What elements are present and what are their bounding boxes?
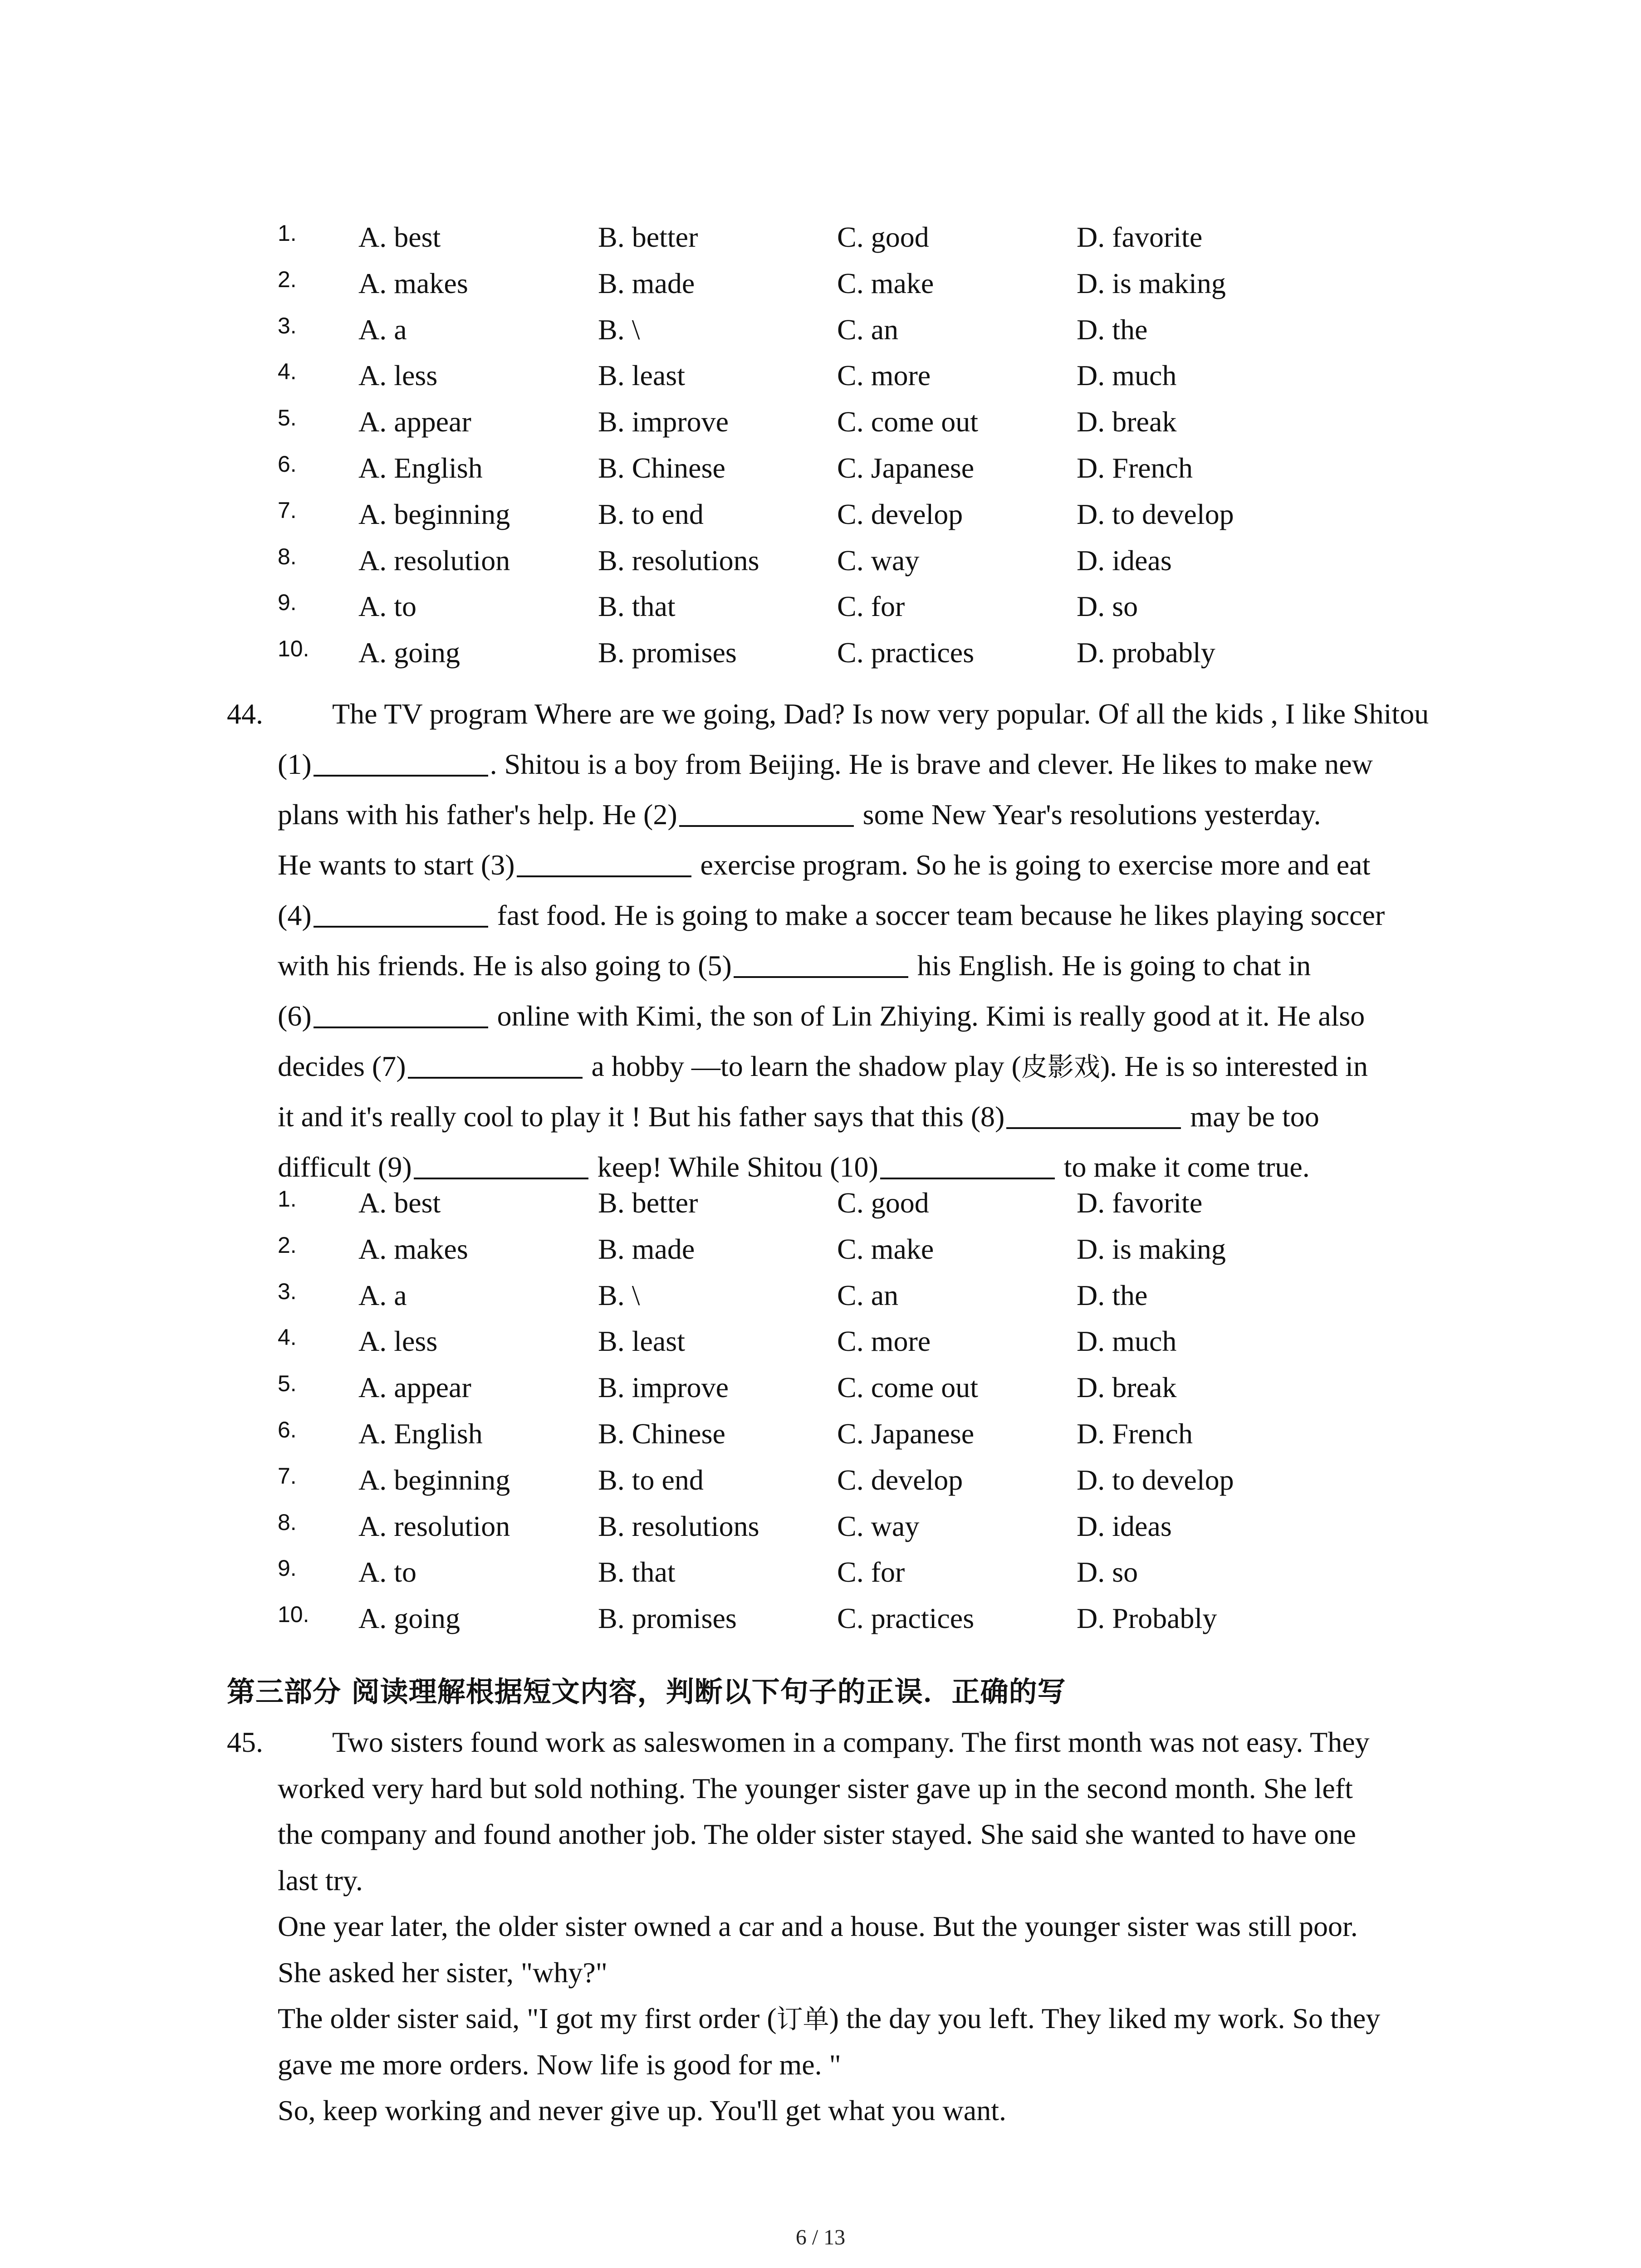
option-a: A. resolution xyxy=(358,1510,510,1542)
option-row xyxy=(0,1595,1641,1642)
passage-line xyxy=(278,689,1484,739)
option-number: 8. xyxy=(278,543,297,569)
answer-blank[interactable] xyxy=(880,1150,1055,1179)
option-d: D. probably xyxy=(1077,636,1215,669)
option-c: C. Japanese xyxy=(837,1417,975,1450)
passage-text: a hobby —to learn the shadow play (皮影戏). He is so interested in xyxy=(584,1050,1368,1082)
option-row xyxy=(0,1226,1641,1272)
option-row xyxy=(0,307,1641,353)
option-d: D. is making xyxy=(1077,267,1226,299)
page-number: 6 / 13 xyxy=(795,2225,846,2249)
option-row xyxy=(0,1549,1641,1595)
option-number: 4. xyxy=(278,1325,297,1350)
option-c: C. come out xyxy=(837,406,979,438)
option-row xyxy=(0,399,1641,445)
passage-line: worked very hard but sold nothing. The younger sister gave up in the second month. She left xyxy=(278,1772,1353,1804)
passage-line xyxy=(278,840,1484,890)
question-44-passage xyxy=(278,689,1484,1192)
passage-line: She asked her sister, "why?" xyxy=(278,1956,607,1989)
option-a: A. appear xyxy=(358,1371,471,1404)
passage-line xyxy=(278,890,1484,940)
option-a: A. beginning xyxy=(358,1463,510,1496)
option-row xyxy=(0,1457,1641,1503)
option-row xyxy=(0,1180,1641,1226)
answer-blank[interactable] xyxy=(517,848,691,877)
option-number: 3. xyxy=(278,1278,297,1304)
option-row xyxy=(0,1364,1641,1411)
option-a: A. makes xyxy=(358,1232,468,1265)
option-c: C. for xyxy=(837,1556,905,1589)
option-c: C. more xyxy=(837,1325,931,1358)
section-3-heading: 第三部分 阅读理解根据短文内容，判断以下句子的正误．正确的写 xyxy=(227,1675,1066,1708)
option-a: A. going xyxy=(358,636,460,669)
option-row xyxy=(0,538,1641,584)
option-d: D. break xyxy=(1077,1371,1177,1404)
option-d: D. French xyxy=(1077,451,1193,484)
passage-text: . Shitou is a boy from Beijing. He is brave and clever. He likes to make new xyxy=(490,748,1373,780)
option-b: B. improve xyxy=(598,1371,729,1404)
option-b: B. improve xyxy=(598,406,729,438)
option-number: 6. xyxy=(278,1417,297,1442)
passage-text: plans with his father's help. He (2) xyxy=(278,798,677,831)
option-row xyxy=(0,352,1641,399)
option-d: D. break xyxy=(1077,406,1177,438)
option-a: A. appear xyxy=(358,406,471,438)
passage-line: last try. xyxy=(278,1864,363,1897)
option-d: D. is making xyxy=(1077,1232,1226,1265)
passage-text: fast food. He is going to make a soccer team because he likes playing soccer xyxy=(490,899,1385,931)
option-d: D. much xyxy=(1077,1325,1177,1358)
option-c: C. practices xyxy=(837,1602,975,1635)
option-c: C. way xyxy=(837,1510,920,1542)
passage-text: decides (7) xyxy=(278,1050,406,1082)
option-d: D. the xyxy=(1077,313,1148,346)
option-c: C. way xyxy=(837,544,920,577)
option-a: A. to xyxy=(358,1556,416,1589)
answer-blank[interactable] xyxy=(314,899,488,928)
option-d: D. to develop xyxy=(1077,498,1234,530)
option-number: 10. xyxy=(278,636,309,662)
option-number: 5. xyxy=(278,405,297,431)
passage-line xyxy=(278,1041,1484,1091)
option-row xyxy=(0,1411,1641,1457)
option-number: 7. xyxy=(278,1463,297,1489)
option-a: A. makes xyxy=(358,267,468,299)
option-d: D. much xyxy=(1077,359,1177,392)
option-number: 7. xyxy=(278,497,297,523)
passage-text: it and it's really cool to play it ! But his father says that this (8) xyxy=(278,1100,1005,1133)
passage-text: with his friends. He is also going to (5) xyxy=(278,949,732,982)
option-c: C. an xyxy=(837,1279,899,1311)
option-row xyxy=(0,1503,1641,1549)
option-b: B. made xyxy=(598,1232,695,1265)
option-a: A. a xyxy=(358,313,407,346)
option-d: D. so xyxy=(1077,590,1138,623)
passage-line: gave me more orders. Now life is good for me. " xyxy=(278,2048,841,2081)
option-b: B. made xyxy=(598,267,695,299)
option-a: A. going xyxy=(358,1602,460,1635)
answer-blank[interactable] xyxy=(408,1050,583,1079)
passage-text: his English. He is going to chat in xyxy=(910,949,1311,982)
option-b: B. Chinese xyxy=(598,1417,725,1450)
option-row xyxy=(0,1318,1641,1364)
option-number: 3. xyxy=(278,313,297,338)
options-table-bottom xyxy=(0,1180,1641,1642)
option-c: C. develop xyxy=(837,498,963,530)
option-b: B. to end xyxy=(598,498,704,530)
option-number: 9. xyxy=(278,1555,297,1581)
option-a: A. English xyxy=(358,451,483,484)
question-45-number: 45. xyxy=(227,1726,263,1758)
answer-blank[interactable] xyxy=(1006,1100,1181,1129)
answer-blank[interactable] xyxy=(314,999,488,1028)
option-b: B. \ xyxy=(598,313,640,346)
passage-line: Two sisters found work as saleswomen in a company. The first month was not easy. They xyxy=(332,1726,1370,1758)
option-number: 1. xyxy=(278,220,297,246)
option-number: 4. xyxy=(278,359,297,385)
option-a: A. a xyxy=(358,1279,407,1311)
option-row xyxy=(0,214,1641,260)
option-number: 1. xyxy=(278,1186,297,1212)
option-row xyxy=(0,445,1641,491)
answer-blank[interactable] xyxy=(679,798,854,827)
option-d: D. the xyxy=(1077,1279,1148,1311)
option-d: D. ideas xyxy=(1077,544,1172,577)
option-c: C. practices xyxy=(837,636,975,669)
passage-text: to make it come true. xyxy=(1056,1151,1310,1183)
option-a: A. resolution xyxy=(358,544,510,577)
option-number: 6. xyxy=(278,451,297,477)
answer-blank[interactable] xyxy=(734,949,908,978)
option-c: C. develop xyxy=(837,1463,963,1496)
option-a: A. best xyxy=(358,221,441,253)
option-c: C. good xyxy=(837,1187,929,1219)
passage-line xyxy=(278,940,1484,991)
option-c: C. for xyxy=(837,590,905,623)
option-d: D. favorite xyxy=(1077,1187,1203,1219)
answer-blank[interactable] xyxy=(314,748,488,777)
option-c: C. come out xyxy=(837,1371,979,1404)
passage-line xyxy=(278,739,1484,789)
option-b: B. \ xyxy=(598,1279,640,1311)
option-row xyxy=(0,491,1641,538)
answer-blank[interactable] xyxy=(414,1150,588,1179)
option-c: C. make xyxy=(837,267,934,299)
option-b: B. that xyxy=(598,1556,676,1589)
option-b: B. resolutions xyxy=(598,544,759,577)
passage-text: (4) xyxy=(278,899,312,931)
passage-text: some New Year's resolutions yesterday. xyxy=(855,798,1321,831)
options-table-top xyxy=(0,214,1641,676)
option-c: C. an xyxy=(837,313,899,346)
option-d: D. to develop xyxy=(1077,1463,1234,1496)
option-d: D. favorite xyxy=(1077,221,1203,253)
passage-line xyxy=(278,991,1484,1041)
option-row xyxy=(0,583,1641,630)
passage-text: difficult (9) xyxy=(278,1151,412,1183)
option-b: B. Chinese xyxy=(598,451,725,484)
option-d: D. French xyxy=(1077,1417,1193,1450)
passage-text: The TV program Where are we going, Dad? Is now very popular. Of all the kids , I like Shitou xyxy=(332,698,1429,730)
passage-line: the company and found another job. The older sister stayed. She said she wanted to have one xyxy=(278,1818,1356,1850)
option-row xyxy=(0,260,1641,307)
passage-text: (1) xyxy=(278,748,312,780)
option-row xyxy=(0,630,1641,676)
passage-text: He wants to start (3) xyxy=(278,849,515,881)
passage-text: online with Kimi, the son of Lin Zhiying. Kimi is really good at it. He also xyxy=(490,1000,1365,1032)
option-b: B. better xyxy=(598,1187,698,1219)
option-c: C. good xyxy=(837,221,929,253)
option-number: 5. xyxy=(278,1371,297,1397)
option-number: 10. xyxy=(278,1602,309,1628)
passage-line xyxy=(278,789,1484,840)
option-number: 9. xyxy=(278,590,297,616)
option-b: B. that xyxy=(598,590,676,623)
passage-line: One year later, the older sister owned a car and a house. But the younger sister was still poor. xyxy=(278,1910,1358,1942)
option-number: 8. xyxy=(278,1509,297,1535)
option-b: B. to end xyxy=(598,1463,704,1496)
passage-line xyxy=(278,1091,1484,1142)
option-c: C. make xyxy=(837,1232,934,1265)
option-a: A. English xyxy=(358,1417,483,1450)
option-row xyxy=(0,1272,1641,1319)
passage-text: (6) xyxy=(278,1000,312,1032)
option-b: B. promises xyxy=(598,1602,737,1635)
question-45-passage xyxy=(278,1719,1484,2134)
option-a: A. best xyxy=(358,1187,441,1219)
option-a: A. less xyxy=(358,1325,438,1358)
option-a: A. beginning xyxy=(358,498,510,530)
question-44-number: 44. xyxy=(227,698,263,730)
option-b: B. least xyxy=(598,359,685,392)
passage-text: exercise program. So he is going to exercise more and eat xyxy=(693,849,1371,881)
option-b: B. resolutions xyxy=(598,1510,759,1542)
option-number: 2. xyxy=(278,1232,297,1258)
option-d: D. ideas xyxy=(1077,1510,1172,1542)
option-d: D. Probably xyxy=(1077,1602,1217,1635)
option-a: A. less xyxy=(358,359,438,392)
option-c: C. Japanese xyxy=(837,451,975,484)
passage-line: The older sister said, "I got my first order (订单) the day you left. They liked my work. So they xyxy=(278,2002,1381,2034)
passage-text: keep! While Shitou (10) xyxy=(590,1151,878,1183)
option-c: C. more xyxy=(837,359,931,392)
option-b: B. promises xyxy=(598,636,737,669)
option-b: B. least xyxy=(598,1325,685,1358)
passage-line: So, keep working and never give up. You'll get what you want. xyxy=(278,2094,1006,2126)
option-a: A. to xyxy=(358,590,416,623)
option-number: 2. xyxy=(278,266,297,292)
option-d: D. so xyxy=(1077,1556,1138,1589)
option-b: B. better xyxy=(598,221,698,253)
passage-text: may be too xyxy=(1183,1100,1319,1133)
